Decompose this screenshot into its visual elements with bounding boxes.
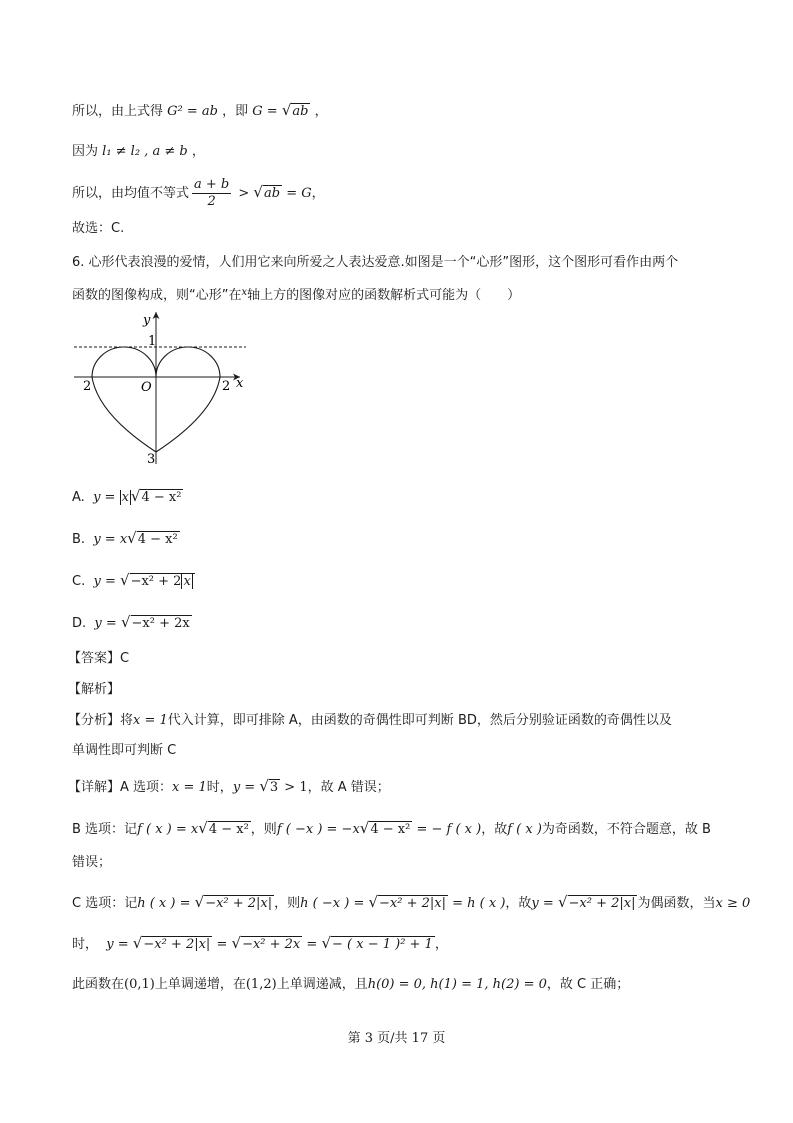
- math: f ( x ) = x: [137, 822, 199, 837]
- text: 为奇函数，不符合题意，故 B: [541, 822, 711, 837]
- text-line-4: [72, 220, 124, 238]
- math-abs: x: [183, 574, 191, 589]
- math: h ( x ) =: [137, 896, 195, 911]
- option-a-label: A.: [72, 490, 85, 505]
- text: 6. 心形代表浪漫的爱情，人们用它来向所爱之人表达爱意.如图是一个“心形”图形，这个图形可看作由两个: [72, 255, 679, 270]
- math-radicand: 4 − x²: [370, 822, 411, 837]
- option-d-label: D.: [72, 616, 87, 631]
- text: ，则: [250, 822, 277, 837]
- tick-label-1: 1: [148, 334, 157, 349]
- text-line-3: [72, 174, 325, 212]
- x-axis: [74, 374, 240, 381]
- origin-label: O: [141, 380, 152, 395]
- math: x ≥ 0: [715, 896, 751, 911]
- text: 时，: [72, 937, 99, 952]
- heart-graph: [70, 306, 250, 466]
- xiangjie-c-line-2: [72, 934, 448, 954]
- radical-sign: √: [359, 819, 370, 837]
- text: C 选项：记: [72, 896, 138, 911]
- option-b: [72, 529, 180, 549]
- xiangjie-a: [68, 777, 390, 797]
- math: =: [212, 937, 232, 952]
- text: ，故: [481, 822, 508, 837]
- analysis-tag: [68, 681, 120, 699]
- text-line-1: [72, 101, 328, 121]
- text: 为偶函数，当: [637, 896, 716, 911]
- radical-sign: √: [259, 777, 269, 795]
- option-d: [72, 613, 192, 633]
- fenxi-line-1: [68, 712, 672, 730]
- math: x = 1: [172, 780, 207, 795]
- math-gt: >: [234, 186, 254, 201]
- text: 时，: [206, 780, 233, 795]
- text: ，: [434, 937, 448, 952]
- math-radicand: −x² + 2x: [131, 616, 190, 631]
- math: x = 1: [133, 713, 168, 728]
- fenxi-line-2: [72, 742, 176, 760]
- text: ，故: [505, 896, 532, 911]
- fraction-numerator: a + b: [194, 177, 230, 192]
- text: ，即: [222, 104, 249, 119]
- option-a: [72, 487, 183, 507]
- text: 函数的图像构成，则“心形”在: [72, 288, 242, 303]
- math-radicand: [130, 573, 195, 589]
- math-part: −x² + 2: [130, 574, 182, 589]
- math-radicand: −x² + 2|x|: [568, 896, 636, 911]
- math-radicand: ab: [292, 104, 309, 119]
- radical-sign: √: [281, 101, 292, 119]
- math: h(0) = 0, h(1) = 1, h(2) = 0: [367, 977, 547, 992]
- math-abs: x: [121, 490, 129, 505]
- radical-sign: √: [368, 893, 379, 911]
- text: 代入计算，即可排除 A，由函数的奇偶性即可判断 BD，然后分别验证函数的奇偶性以及: [167, 713, 672, 728]
- text: B 选项：记: [72, 822, 138, 837]
- text: 所以，由上式得: [72, 104, 164, 119]
- xiangjie-c-line-3: [72, 976, 629, 994]
- text-line-2: [72, 143, 205, 161]
- math-radicand: −x² + 2x: [242, 937, 301, 952]
- xiangjie-b-line-2: [72, 854, 111, 872]
- math: =: [302, 937, 322, 952]
- math-l1-l2: l₁ ≠ l₂ , a ≠ b: [102, 144, 188, 159]
- page-footer: 第 3 页/共 17 页: [347, 1031, 446, 1046]
- math-radicand: 4 − x²: [208, 822, 249, 837]
- xiangjie-b-line-1: [72, 819, 711, 839]
- radical-sign: √: [321, 934, 331, 952]
- text: 错误；: [72, 855, 112, 870]
- answer-tag: [68, 650, 129, 668]
- radical-sign: √: [130, 487, 141, 505]
- radical-sign: √: [120, 613, 131, 631]
- text: 因为: [72, 144, 99, 159]
- text: 故选：C.: [72, 221, 125, 236]
- tick-label-3: 3: [147, 452, 156, 466]
- math-radicand: 4 − x²: [137, 532, 178, 547]
- math: y =: [106, 937, 133, 952]
- tick-label-right-2: 2: [222, 379, 231, 394]
- text: 【解析】: [68, 682, 121, 697]
- option-c-label: C.: [72, 574, 86, 589]
- radical-sign: √: [231, 934, 242, 952]
- radical-sign: √: [198, 819, 208, 837]
- math: (1,2): [245, 977, 277, 992]
- math-eq-g: = G: [282, 186, 312, 201]
- fraction: [192, 177, 231, 210]
- radical-sign: √: [194, 893, 205, 911]
- text: 上单调递增，在: [154, 977, 246, 992]
- math: = − f ( x ): [412, 822, 482, 837]
- option-c: [72, 571, 195, 591]
- text: 【分析】将: [68, 713, 134, 728]
- math: f ( x ): [507, 822, 542, 837]
- radical-sign: √: [557, 893, 568, 911]
- math: (0,1): [124, 977, 155, 992]
- math-x: x: [241, 287, 248, 298]
- question-6-line-2: [72, 284, 520, 305]
- radical-sign: √: [132, 934, 143, 952]
- math-radicand: 4 − x²: [141, 490, 182, 505]
- text: 【答案】C: [68, 651, 130, 666]
- math: y = x: [93, 532, 128, 547]
- radical-sign: √: [127, 529, 137, 547]
- fraction-denominator: 2: [207, 194, 216, 209]
- math-g-squared: G² = ab: [167, 104, 218, 119]
- text: ，则: [274, 896, 301, 911]
- math: h ( −x ) =: [300, 896, 369, 911]
- math-g-eq: G =: [252, 104, 282, 119]
- math-radicand: ab: [263, 186, 281, 201]
- math: f ( −x ) = −x: [276, 822, 360, 837]
- text: 所以，由均值不等式: [72, 186, 190, 201]
- text: 上单调递减，且: [276, 977, 368, 992]
- math-radicand: 3: [269, 780, 279, 795]
- text: 【详解】A 选项：: [68, 780, 173, 795]
- question-6-line-1: [72, 254, 678, 272]
- text: 轴上方的图像对应的函数解析式可能为（ ）: [247, 288, 521, 303]
- math-radicand: −x² + 2|x|: [205, 896, 273, 911]
- text: ，: [314, 104, 328, 119]
- math: = h ( x ): [448, 896, 506, 911]
- math: y =: [94, 616, 121, 631]
- text: ，: [311, 186, 325, 201]
- x-axis-label: x: [236, 376, 244, 391]
- math-radicand: − ( x − 1 )² + 1: [332, 937, 433, 952]
- math: y =: [531, 896, 558, 911]
- math: y =: [93, 574, 120, 589]
- xiangjie-c-line-1: [72, 893, 750, 913]
- option-b-label: B.: [72, 532, 86, 547]
- text: ，故 C 正确；: [546, 977, 630, 992]
- text: ，故 A 错误；: [307, 780, 390, 795]
- math: y =: [93, 490, 120, 505]
- text: 此函数在: [72, 977, 125, 992]
- math-radicand: −x² + 2|x|: [143, 937, 211, 952]
- text: 单调性即可判断 C: [72, 743, 177, 758]
- radical-sign: √: [120, 571, 130, 589]
- radical-sign: √: [253, 183, 263, 201]
- math-radicand: −x² + 2|x|: [379, 896, 446, 911]
- y-axis-label: y: [143, 313, 151, 328]
- tick-label-left-2: 2: [83, 379, 92, 394]
- math: > 1: [280, 780, 308, 795]
- text: ，: [191, 144, 205, 159]
- math: y =: [232, 780, 260, 795]
